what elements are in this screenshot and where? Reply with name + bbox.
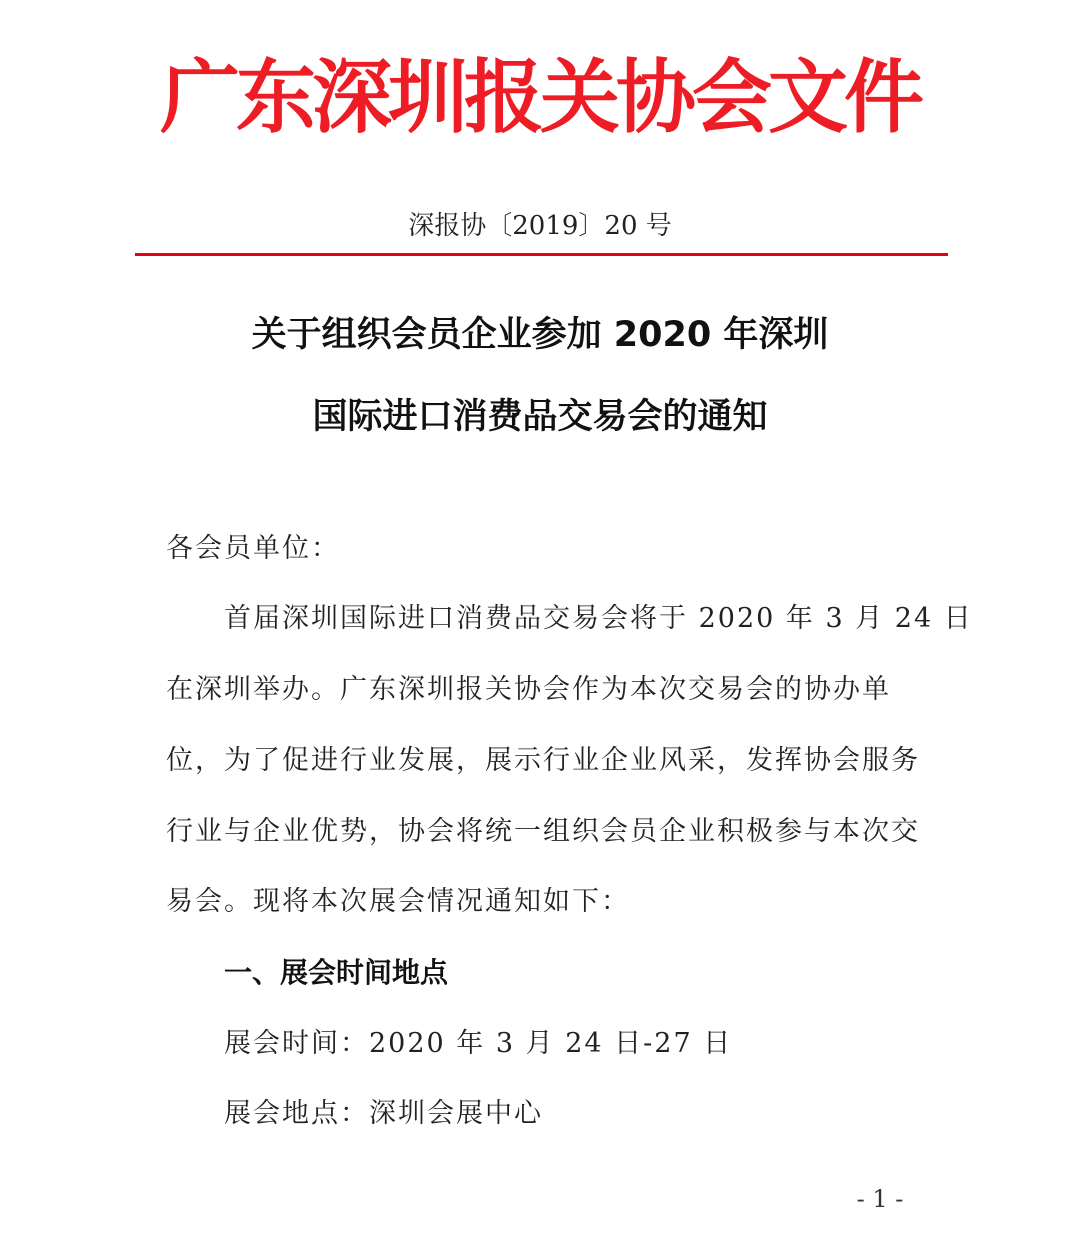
exhibition-venue: 展会地点：深圳会展中心: [224, 1098, 543, 1129]
paragraph-line: 行业与企业优势，协会将统一组织会员企业积极参与本次交: [166, 816, 920, 847]
notice-title-line-2: 国际进口消费品交易会的通知: [312, 397, 768, 437]
page-number: - 1 -: [856, 1185, 904, 1213]
paragraph-line: 位，为了促进行业发展，展示行业企业风采，发挥协会服务: [166, 745, 920, 776]
masthead-title: 广东深圳报关协会文件: [160, 51, 920, 144]
paragraph-line: 首届深圳国际进口消费品交易会将于 2020 年 3 月 24 日: [224, 603, 973, 634]
salutation: 各会员单位：: [166, 533, 340, 564]
document-number: 深报协〔2019〕20 号: [408, 211, 672, 241]
paragraph-line: 在深圳举办。广东深圳报关协会作为本次交易会的协办单: [166, 674, 891, 705]
red-divider-line: [135, 253, 948, 256]
section-heading-time-venue: 一、展会时间地点: [224, 956, 449, 989]
exhibition-time: 展会时间：2020 年 3 月 24 日-27 日: [224, 1028, 733, 1059]
paragraph-line: 易会。现将本次展会情况通知如下：: [166, 886, 630, 917]
notice-title-line-1: 关于组织会员企业参加 2020 年深圳: [251, 315, 829, 355]
